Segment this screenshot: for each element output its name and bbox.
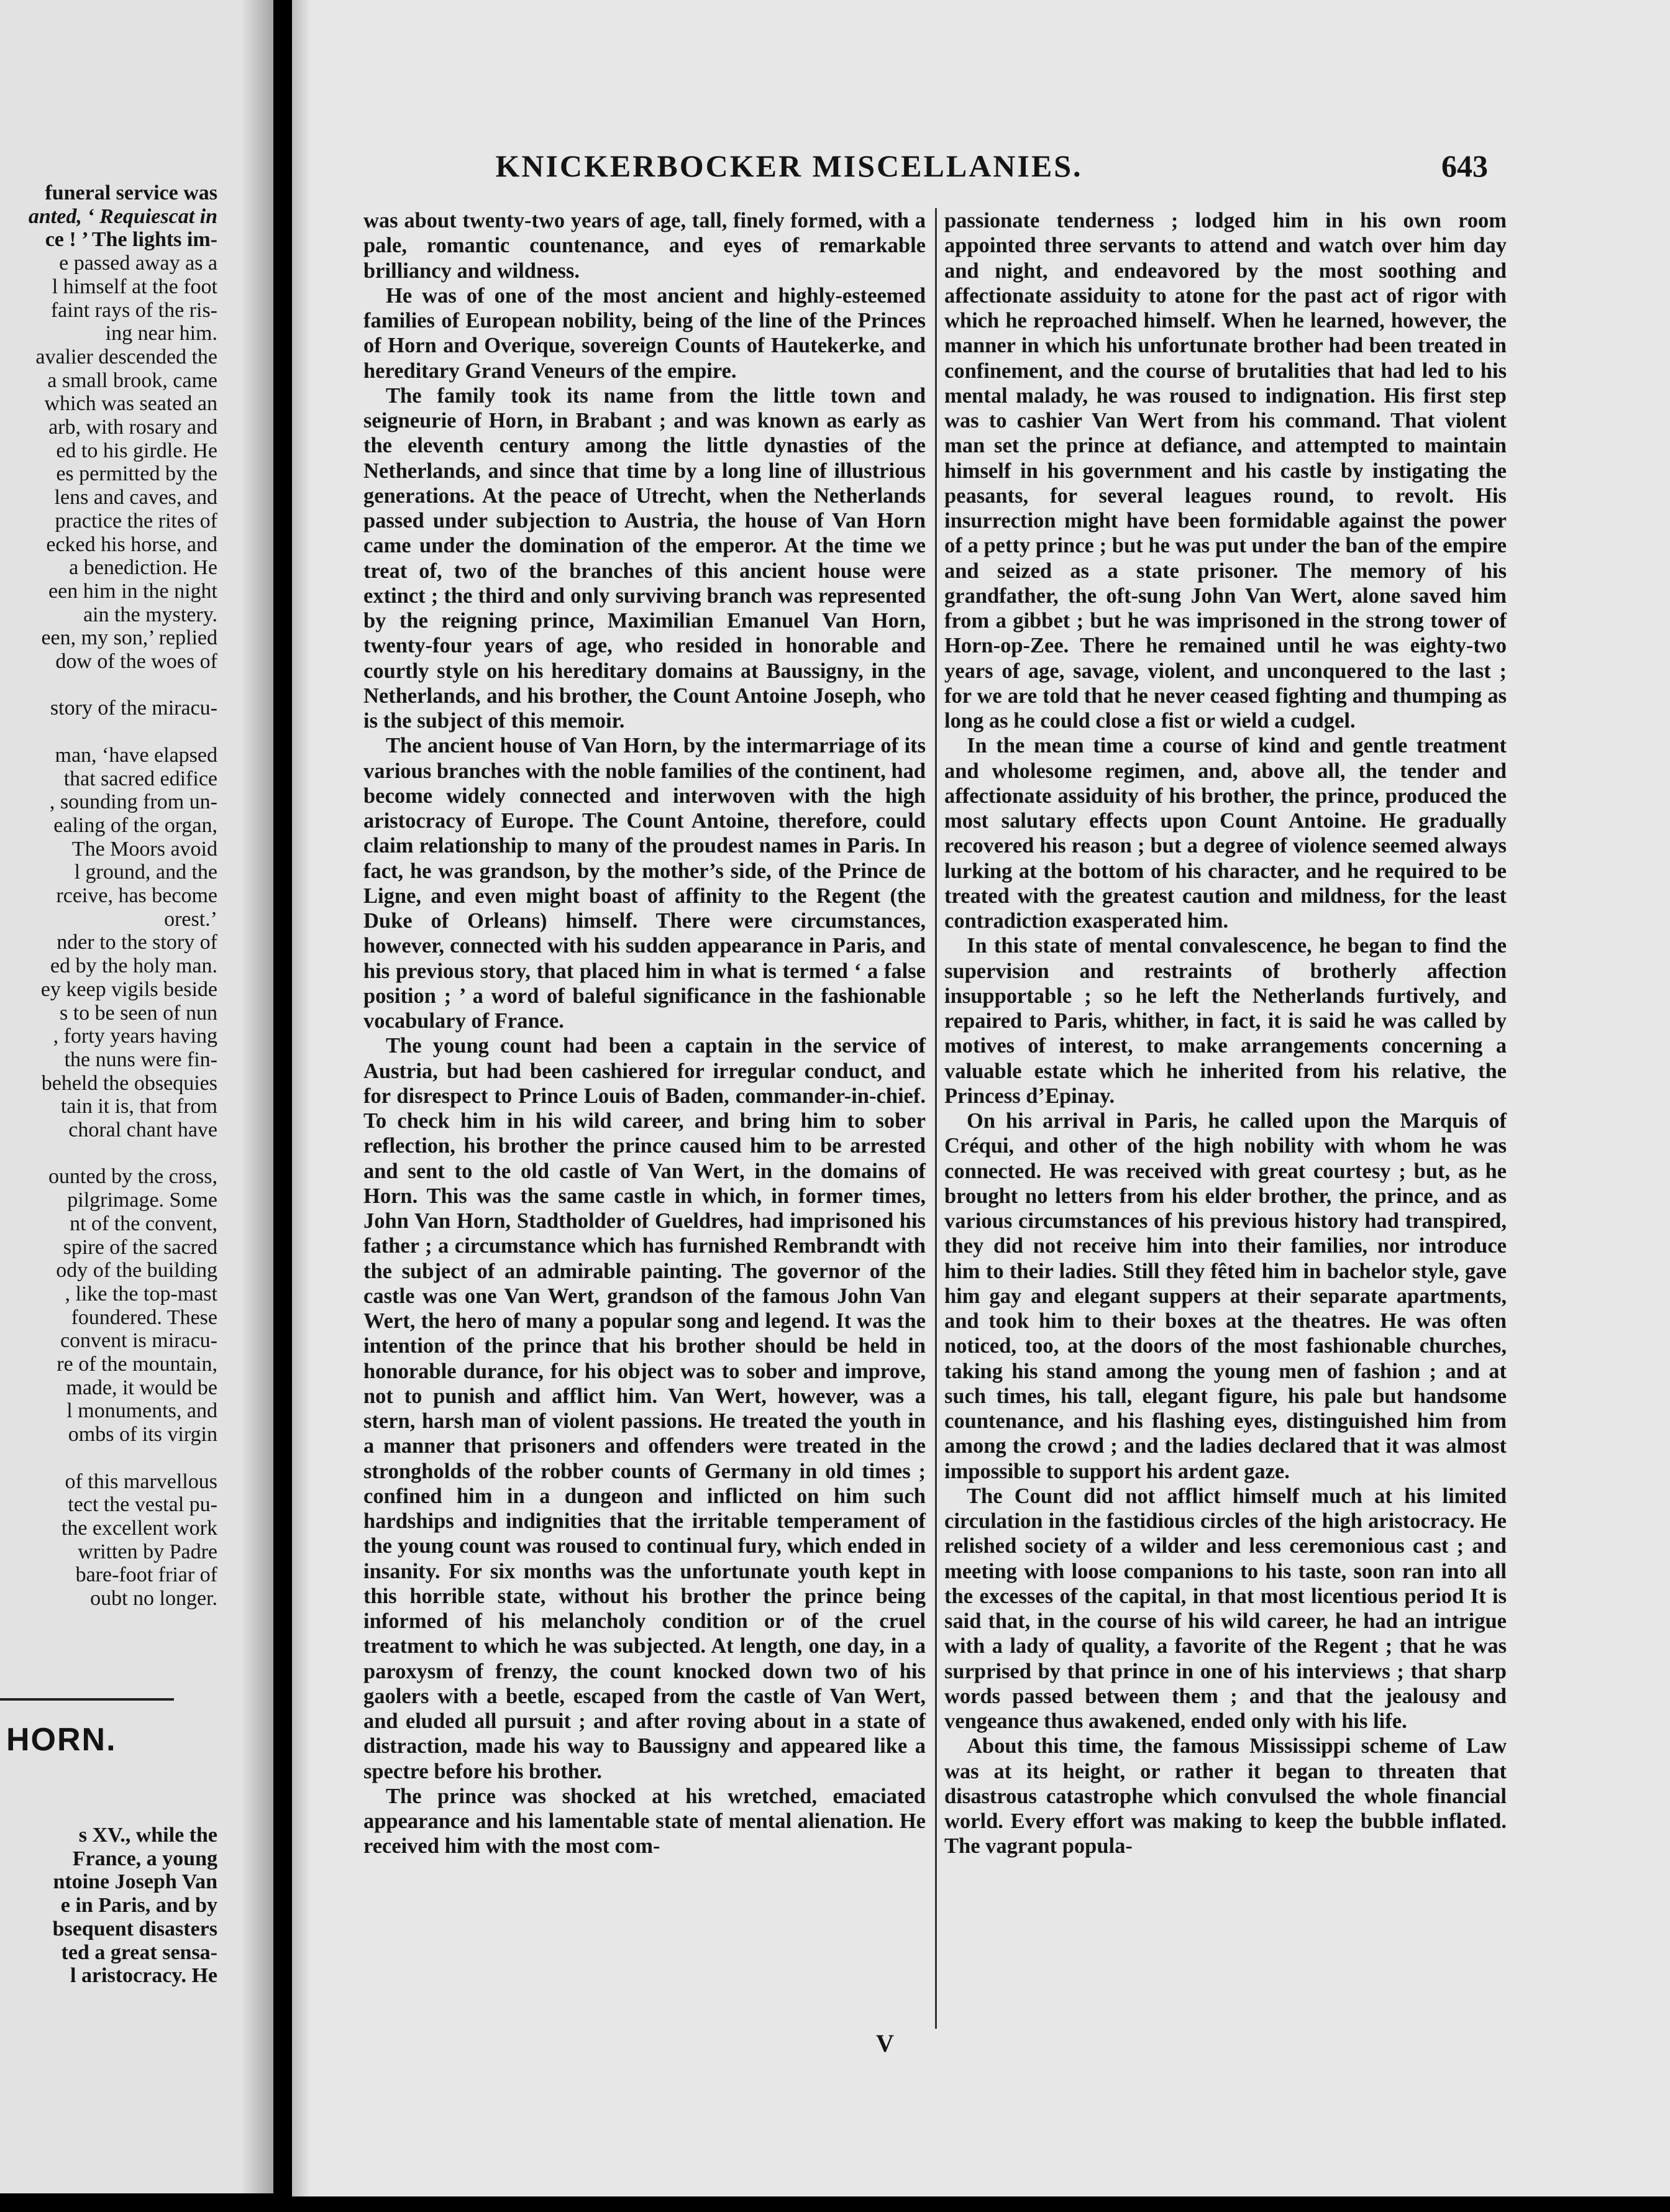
- facing-page-line: anted, ‘ Requiescat in: [28, 204, 217, 228]
- facing-page-line: l monuments, and: [66, 1399, 217, 1423]
- facing-page-line: ain the mystery.: [83, 603, 217, 626]
- facing-page-line: l ground, and the: [74, 861, 217, 884]
- facing-page-line: made, it would be: [66, 1376, 217, 1399]
- facing-page-line: ed by the holy man.: [50, 954, 217, 978]
- facing-page-line: ntoine Joseph Van: [53, 1870, 217, 1894]
- facing-page-line: ing near him.: [105, 322, 217, 345]
- facing-page-left: [0, 0, 273, 2193]
- signature-mark: V: [876, 2029, 894, 2057]
- section-heading: HORN.: [6, 1722, 117, 1758]
- facing-page-line: es permitted by the: [56, 462, 217, 486]
- paragraph: He was of one of the most ancient and highly-esteemed families of European nobility, being of the line of the Princes of Horn and Overique, sovereign Counts of Hautekerke, and hereditary Grand Veneurs of the empire.: [363, 283, 926, 383]
- facing-page-line: , forty years having: [53, 1025, 217, 1048]
- paragraph: The prince was shocked at his wretched, emaciated appearance and his lamentable state of mental alienation. He received him with the most com-: [363, 1784, 926, 1858]
- facing-page-line: beheld the obsequies: [41, 1071, 217, 1095]
- facing-page-line: oubt no longer.: [90, 1587, 217, 1610]
- facing-page-line: nt of the convent,: [70, 1212, 217, 1235]
- text-column-left: [363, 208, 926, 1859]
- text-column-right: [944, 208, 1507, 1859]
- facing-page-line: practice the rites of: [55, 509, 217, 532]
- facing-page-line: ce ! ’ The lights im-: [45, 228, 217, 252]
- facing-page-line: the excellent work: [61, 1516, 217, 1540]
- facing-page-line: pilgrimage. Some: [67, 1189, 217, 1212]
- paragraph: On his arrival in Paris, he called upon the Marquis of Créqui, and other of the high nobility with whom he was connected. He was received with great courtesy ; but, as he brought no letters from his elder brother, the prince, and as various circumstances of his previous history had transpired, they did not receive him into their families, nor introduce him to their ladies. Still they fêted him in bachelor style, gave him gay and elegant suppers at their separate apartments, and took him to their boxes at the theatres. He was often noticed, too, at the doors of the most fashionable churches, taking his stand among the young men of fashion ; and at such times, his tall, elegant figure, his pale but handsome countenance, and his flashing eyes, distinguished him from among the crowd ; and the ladies declared that it was almost impossible to support his ardent gaze.: [944, 1109, 1507, 1483]
- facing-page-line: e in Paris, and by: [60, 1894, 217, 1917]
- paragraph: The family took its name from the little town and seigneurie of Horn, in Brabant ; and was known as early as the eleventh century among the little dynasties of the Netherlands, and since that time by a long line of illustrious generations. At the peace of Utrecht, when the Netherlands passed under subjection to Austria, the house of Van Horn came under the domination of the emperor. At the time we treat of, two of the branches of this ancient house were extinct ; the third and only surviving branch was represented by the reigning prince, Maximilian Emanuel Van Horn, twenty-four years of age, who resided in honorable and courtly style on his hereditary domains at Baussigny, in the Netherlands, and his brother, the Count Antoine Joseph, who is the subject of this memoir.: [363, 383, 926, 733]
- facing-page-line: re of the mountain,: [57, 1353, 217, 1376]
- facing-page-line: foundered. These: [71, 1305, 217, 1329]
- paragraph: passionate tenderness ; lodged him in his own room appointed three servants to attend and watch over him day and night, and endeavored by the most soothing and affectionate assiduity to atone for the past act of rigor with which he reproached himself. When he learned, however, the manner in which his unfortunate brother had been treated in confinement, and the course of brutalities that had led to his mental malady, he was roused to indignation. His first step was to cashier Van Wert from his command. That violent man set the prince at defiance, and attempted to maintain himself in his government and his castle by instigating the peasants, for several leagues round, to revolt. His insurrection might have been formidable against the power of a petty prince ; but he was put under the ban of the empire and seized as a state prisoner. The memory of his grandfather, the oft-sung John Van Wert, alone saved him from a gibbet ; but he was imprisoned in the strong tower of Horn-op-Zee. There he remained until he was eighty-two years of age, savage, violent, and unconquered to the last ; for we are told that he never ceased fighting and thumping as long as he could close a fist or wield a cudgel.: [944, 209, 1507, 733]
- facing-page-line: a small brook, came: [47, 368, 217, 392]
- paragraph: The young count had been a captain in the service of Austria, but had been cashiered for irregular conduct, and for disrespect to Prince Louis of Baden, commander-in-chief. To check him in his wild career, and bring him to sober reflection, his brother the prince caused him to be arrested and sent to the old castle of Van Wert, in the domains of Horn. This was the same castle in which, in former times, John Van Horn, Stadtholder of Gueldres, had imprisoned his father ; a circumstance which has furnished Rembrandt with the subject of an admirable painting. The governor of the castle was one Van Wert, grandson of the famous John Van Wert, the hero of many a popular song and legend. It was the intention of the prince that his brother should be held in honorable durance, for his object was to sober and improve, not to punish and afflict him. Van Wert, however, was a stern, harsh man of violent passions. He treated the youth in a manner that prisoners and offenders were treated in the strongholds of the robber counts of Germany in old times ; confined him in a dungeon and inflicted on him such hardships and indignities that the irritable temperament of the young count was roused to continual fury, which ended in insanity. For six months was the unfortunate youth kept in this horrible state, without his brother the prince being informed of his melancholy condition or of the cruel treatment to which he was subjected. At length, one day, in a paroxysm of frenzy, the count knocked down two of his gaolers with a beetle, escaped from the castle of Van Wert, and eluded all pursuit ; and after roving about in a state of distraction, made his way to Baussigny and appeared like a spectre before his brother.: [363, 1034, 926, 1783]
- facing-page-line: funeral service was: [45, 181, 217, 204]
- facing-page-line: story of the miracu-: [50, 697, 217, 720]
- facing-page-line: convent is miracu-: [60, 1329, 217, 1353]
- facing-page-line: , like the top-mast: [65, 1282, 217, 1305]
- facing-page-line: ey keep vigils beside: [40, 977, 217, 1001]
- paragraph: In the mean time a course of kind and gentle treatment and wholesome regimen, and, above all, the tender and affectionate assiduity of his brother, the prince, produced the most salutary effects upon Count Antoine. He gradually recovered his reason ; but a degree of violence seemed always lurking at the bottom of his character, and he required to be treated with the greatest caution and mildness, for the least contradiction exasperated him.: [944, 734, 1507, 933]
- page-number: 643: [1441, 149, 1488, 183]
- facing-page-line: bare-foot friar of: [75, 1563, 217, 1587]
- facing-page-line: ody of the building: [56, 1259, 217, 1282]
- facing-page-line: e passed away as a: [59, 252, 217, 275]
- facing-page-line: The Moors avoid: [71, 837, 217, 861]
- section-rule: [0, 1698, 174, 1701]
- facing-page-line: avalier descended the: [35, 345, 217, 368]
- book-gutter: [241, 0, 273, 2193]
- facing-page-line: , sounding from un-: [49, 790, 217, 814]
- facing-page-line: ounted by the cross,: [48, 1165, 217, 1189]
- facing-page-line: een, my son,’ replied: [41, 626, 217, 650]
- facing-page-line: rceive, has become: [56, 884, 217, 907]
- facing-page-line: ealing of the organ,: [53, 813, 217, 837]
- facing-page-line: een him in the night: [48, 579, 217, 603]
- facing-page-line: of this marvellous: [65, 1469, 217, 1493]
- facing-page-line: tect the vestal pu-: [68, 1493, 217, 1517]
- paragraph: The Count did not afflict himself much at his limited circulation in the fastidious circles of the high aristocracy. He relished society of a wilder and less ceremonious cast ; and meeting with loose companions to his taste, soon ran into all the excesses of the capital, in that most licentious period It is said that, in the course of his wild career, he had an intrigue with a lady of quality, a favorite of the Regent ; that he was surprised by that prince in one of his interviews ; that sharp words passed between them ; and that the jealousy and vengeance thus awakened, ended only with his life.: [944, 1484, 1507, 1733]
- facing-page-line: dow of the woes of: [55, 650, 217, 673]
- facing-page-line: written by Padre: [78, 1540, 217, 1563]
- page-edge: [292, 0, 311, 2196]
- running-head: KNICKERBOCKER MISCELLANIES.: [495, 149, 1083, 183]
- facing-page-line: ed to his girdle. He: [56, 439, 217, 462]
- facing-page-line: ecked his horse, and: [46, 532, 217, 556]
- facing-page-line: a benediction. He: [69, 556, 217, 580]
- facing-page-line: tain it is, that from: [60, 1095, 217, 1118]
- facing-page-line: which was seated an: [44, 392, 217, 416]
- facing-page-line: man, ‘have elapsed: [55, 743, 217, 767]
- facing-page-line: lens and caves, and: [54, 486, 217, 510]
- facing-page-line: nder to the story of: [57, 931, 217, 954]
- facing-page-line: the nuns were fin-: [64, 1048, 217, 1071]
- facing-page-line: ombs of its virgin: [68, 1423, 217, 1446]
- column-divider: [935, 208, 937, 2029]
- facing-page-line: s to be seen of nun: [59, 1001, 217, 1025]
- paragraph: About this time, the famous Mississippi scheme of Law was at its height, or rather it began to threaten that disastrous catastrophe which convulsed the whole financial world. Every effort was making to keep the bubble inflated. The vagrant popula-: [944, 1734, 1507, 1858]
- facing-page-line: arb, with rosary and: [48, 416, 217, 439]
- facing-page-line: l aristocracy. He: [70, 1964, 217, 1988]
- facing-page-line: orest.’: [164, 907, 217, 931]
- facing-page-line: that sacred edifice: [63, 767, 217, 790]
- facing-page-line: choral chant have: [68, 1118, 217, 1141]
- facing-page-line: s XV., while the: [78, 1824, 217, 1847]
- facing-page-line: spire of the sacred: [63, 1235, 217, 1259]
- facing-page-line: France, a young: [72, 1847, 217, 1870]
- facing-page-line: faint rays of the ris-: [50, 298, 217, 322]
- facing-page-line: l himself at the foot: [52, 275, 217, 298]
- facing-page-line: bsequent disasters: [52, 1917, 217, 1940]
- paragraph: The ancient house of Van Horn, by the intermarriage of its various branches with the noble families of the continent, had become widely connected and interwoven with the high aristocracy of Europe. The Count Antoine, therefore, could claim relationship to many of the proudest names in Paris. In fact, he was grandson, by the mother’s side, of the Prince de Ligne, and even might boast of affinity to the Regent (the Duke of Orleans) himself. There were circumstances, however, connected with his sudden appearance in Paris, and his previous story, that placed him in what is termed ‘ a false position ; ’ a word of baleful significance in the fashionable vocabulary of France.: [363, 734, 926, 1033]
- facing-page-line: ted a great sensa-: [61, 1940, 217, 1964]
- paragraph: was about twenty-two years of age, tall, finely formed, with a pale, romantic countenance, and eyes of remarkable brilliancy and wildness.: [363, 209, 926, 283]
- paragraph: In this state of mental convalescence, he began to find the supervision and restraints of brotherly affection insupportable ; so he left the Netherlands furtively, and repaired to Paris, whither, in fact, it is said he was called by motives of interest, to make arrangements concerning a valuable estate which he inherited from his relative, the Princess d’Epinay.: [944, 934, 1507, 1108]
